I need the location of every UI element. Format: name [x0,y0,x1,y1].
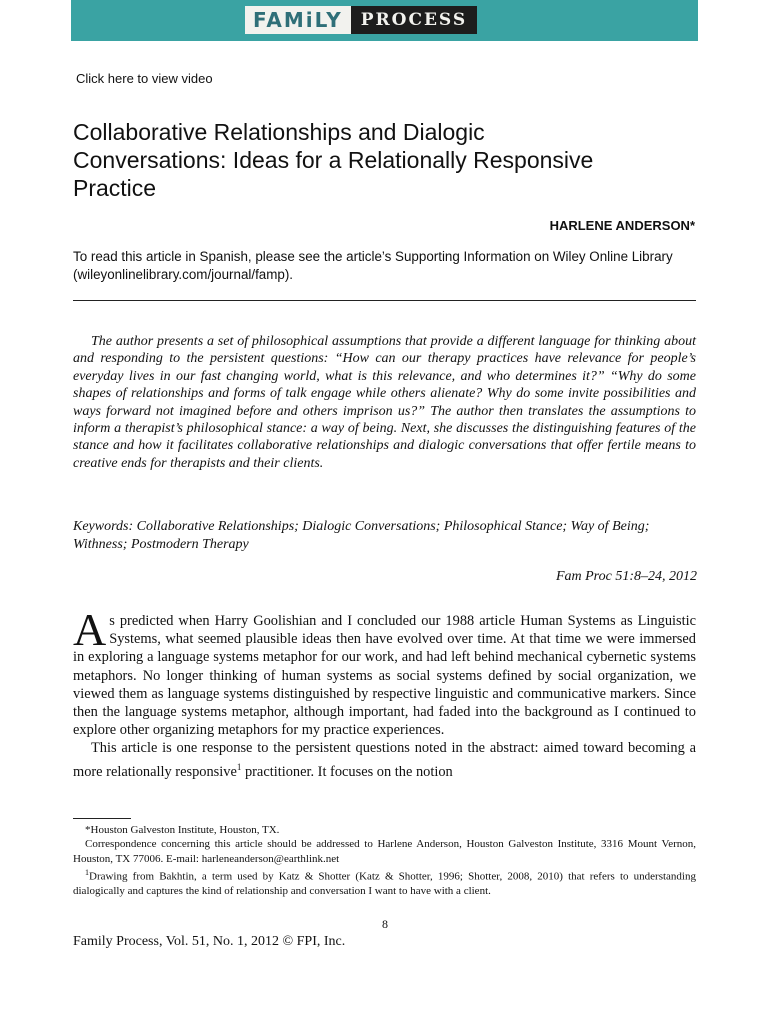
body-paragraph-2 [73,739,696,780]
body-paragraph-2-text-a: This article is one response to the persistent questions noted in the abstract: aimed toward becoming a more relationally responsive [73,740,696,780]
footnote-ref-1[interactable]: 1 [236,761,242,772]
header-divider [73,300,696,301]
citation: Fam Proc 51:8–24, 2012 [555,569,697,584]
logo-family: FAMiLY [245,6,351,34]
journal-info: Family Process, Vol. 51, No. 1, 2012 © FPI, Inc. [73,934,346,949]
journal-logo [245,6,477,34]
spanish-version-note: To read this article in Spanish, please see the article’s Supporting Information on Wiley Online Library (wileyonlinelibrary.com/journal/famp). [73,249,673,282]
footnote-1 [73,866,696,898]
footnote-divider [73,818,131,819]
body-paragraph-2-text-b: practitioner. It focuses on the notion [241,763,453,780]
keywords: Keywords: Collaborative Relationships; Dialogic Conversations; Philosophical Stance; Way of Being; Withness; Postmodern Therapy [73,519,650,552]
body-paragraph-1 [73,604,696,739]
article-title: Collaborative Relationships and Dialogic Conversations: Ideas for a Relationally Responsive Practice [73,119,594,201]
journal-banner [71,0,698,41]
page-number: 8 [382,917,388,931]
footnote-1-marker: 1 [85,867,89,877]
article-body [73,604,696,781]
view-video-link[interactable]: Click here to view video [76,71,213,86]
body-paragraph-1-text: s predicted when Harry Goolishian and I concluded our 1988 article Human Systems as Linguistic Systems, what seemed plausible ideas then have evolved over time. At that time we were immersed in exploring a language systems metaphor for our work, and had left behind mechanical cybernetic systems metaphors. No longer thinking of human systems as social systems defined by social organization, we viewed them as language systems distinguished by respective linguistic and communicative markers. Since then the language systems metaphor, although important, had faded into the background as I continued to explore other organizing metaphors for my practice experiences. [73,613,696,739]
abstract: The author presents a set of philosophical assumptions that provide a different language for thinking about and responding to the persistent questions: “How can our therapy practices have relevance for people’s everyday lives in our fast changing world, what is this relevance, and who determines it?” “Why do some shapes of relationships and forms of talk engage while others alienate? Why do some invite possibilities and ways forward not imagined before and others imprison us?” The author then translates the assumptions to inform a therapist’s philosophical stance: a way of being. Next, she discusses the distinguishing features of the stance and how it facilitates collaborative relationships and dialogic conversations that offer fertile means to creative ends for therapists and their clients. [73,334,696,471]
logo-process: PROCESS [351,6,477,34]
article-author: HARLENE ANDERSON* [549,218,695,233]
drop-cap: A [73,604,107,655]
footnote-correspondence: Correspondence concerning this article should be addressed to Harlene Anderson, Houston Galveston Institute, 3316 Mount Vernon, Houston, TX 77006. E-mail: harleneanderson@earthlink.net [73,838,696,865]
footnote-affiliation: *Houston Galveston Institute, Houston, TX. [85,824,280,836]
footnote-1-text: Drawing from Bakhtin, a term used by Katz & Shotter (Katz & Shotter, 1996; Shotter, 2008, 2010) that refers to understanding dialogically and captures the kind of relationship and conversation I want to have with a client. [73,870,696,897]
footnotes [73,823,696,898]
